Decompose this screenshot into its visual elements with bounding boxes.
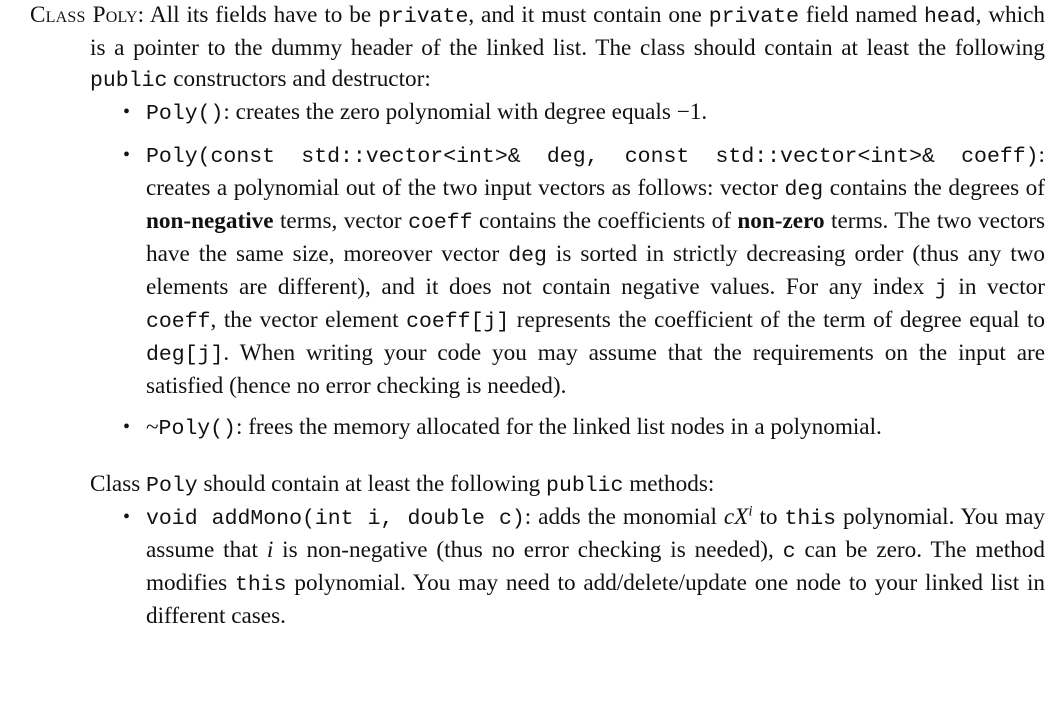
bullet-icon: • <box>123 101 131 123</box>
head-field-name: head <box>924 5 976 29</box>
document <box>30 0 1045 632</box>
tilde-symbol: ~ <box>146 414 159 440</box>
bullet-icon: • <box>123 416 131 438</box>
method-signature: void addMono(int i, double c) <box>146 507 525 531</box>
bullet-icon: • <box>123 506 131 528</box>
list-item-destructor: • ~Poly(): frees the memory allocated for the linked list nodes in a polynomial. <box>123 414 882 441</box>
monomial-math: cX <box>723 504 749 530</box>
monomial-exponent: i <box>748 503 753 520</box>
list-item-default-constructor: • Poly(): creates the zero polynomial with degree equals −1. <box>123 99 708 126</box>
constructor-signature: Poly() <box>146 102 224 126</box>
constructor-signature: Poly(const std::vector<int>& deg, const std::vector<int>& coeff) <box>146 145 1039 169</box>
constructor-list <box>30 97 1045 445</box>
list-item-vector-constructor: • Poly(const std::vector<int>& deg, const std::vector<int>& coeff): creates a polynomial out of the two input vectors as follows: vector deg contains the degrees of non-negative terms, vector coeff contains the coefficients of non-zero terms. The two vectors have the same size, moreover vector deg is sorted in strictly decreasing order (thus any two elements are different), and it does not contain negative values. For any index j in vector coeff, the vector element coeff[j] represents the coefficient of the term of degree equal to deg[j]. When writing your code you may assume that the requirements on the input are satisfied (hence no error checking is needed). <box>123 142 1046 399</box>
destructor-signature: Poly() <box>158 417 236 441</box>
methods-intro-paragraph: Class Poly should contain at least the following public methods: <box>90 471 715 498</box>
section-heading: Class Poly: <box>30 2 145 28</box>
class-poly-paragraph: Class Poly: All its fields have to be private, and it must contain one private field named head, which is a pointer to the dummy header of the linked list. The class should contain at least the following public constructors and destructor: <box>30 2 1045 93</box>
bullet-icon: • <box>123 144 131 166</box>
list-item-addmono: • void addMono(int i, double c): adds the monomial $cX^i$ to this polynomial. You may assume that i is non-negative (thus no error checking is needed), c can be zero. The method modifies this polynomial. You may need to add/delete/update one node to your linked list in different cases. <box>123 503 1045 629</box>
method-list <box>30 502 1045 632</box>
